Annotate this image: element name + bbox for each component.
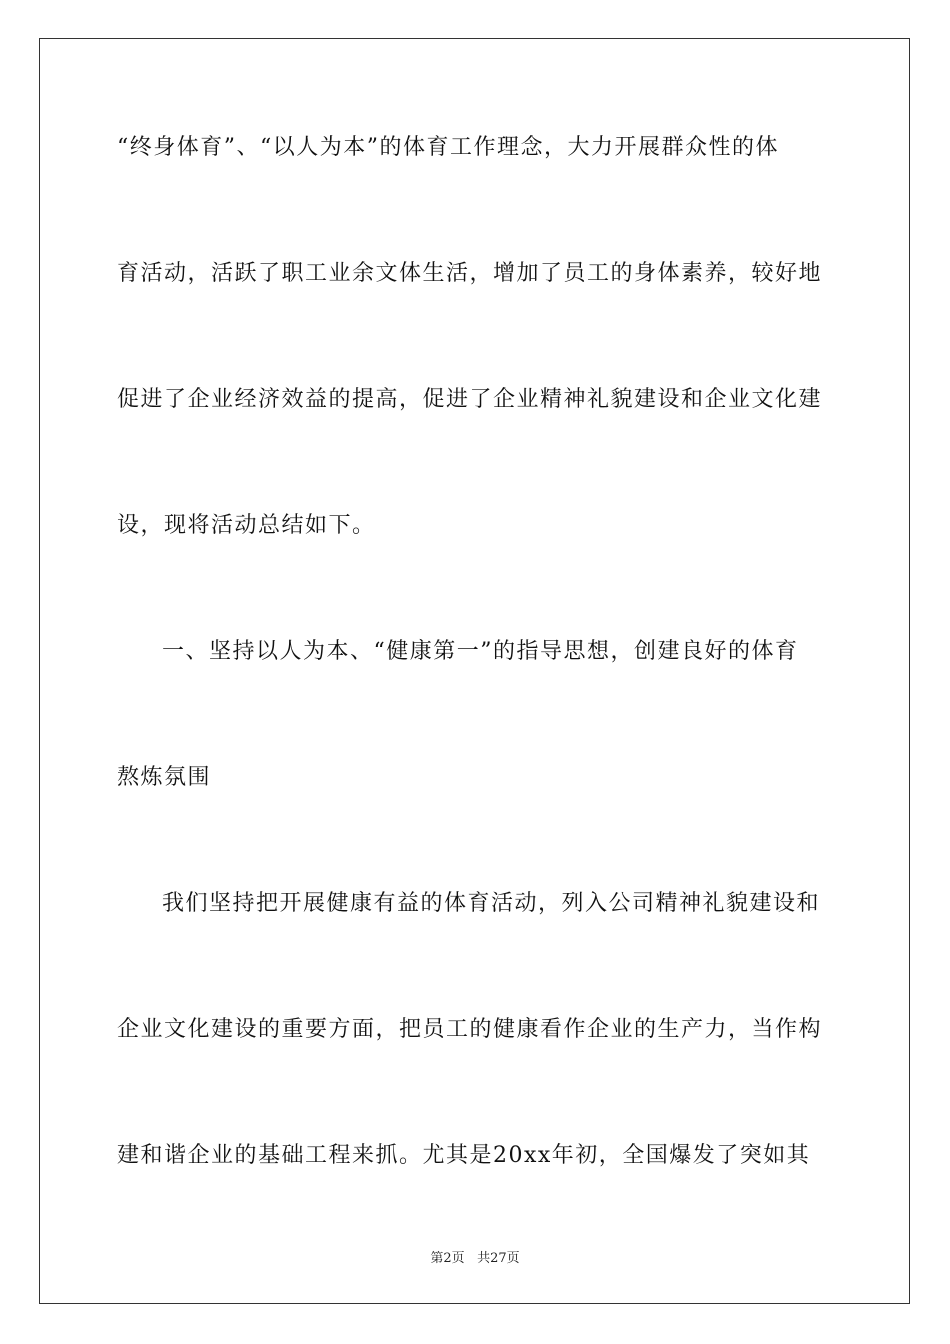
page-border — [39, 38, 910, 1304]
page-footer — [0, 1247, 950, 1266]
text-line: 促进了企业经济效益的提高，促进了企业精神礼貌建设和企业文化建 — [117, 387, 823, 412]
text-line: 设，现将活动总结如下。 — [117, 513, 376, 538]
page-total: 共27页 — [477, 1251, 520, 1266]
text-line: 建和谐企业的基础工程来抓。尤其是20xx年初，全国爆发了突如其 — [117, 1143, 811, 1168]
text-line: 企业文化建设的重要方面，把员工的健康看作企业的生产力，当作构 — [117, 1017, 823, 1042]
section-heading-continued: 熬炼氛围 — [117, 765, 212, 790]
paragraph-start: 我们坚持把开展健康有益的体育活动，列入公司精神礼貌建设和 — [162, 891, 821, 916]
text-line: “终身体育”、“以人为本”的体育工作理念，大力开展群众性的体 — [117, 135, 779, 160]
text-line: 育活动，活跃了职工业余文体生活，增加了员工的身体素养，较好地 — [117, 261, 823, 286]
section-heading: 一、坚持以人为本、“健康第一”的指导思想，创建良好的体育 — [162, 639, 799, 664]
page-number: 第2页 — [430, 1251, 465, 1266]
